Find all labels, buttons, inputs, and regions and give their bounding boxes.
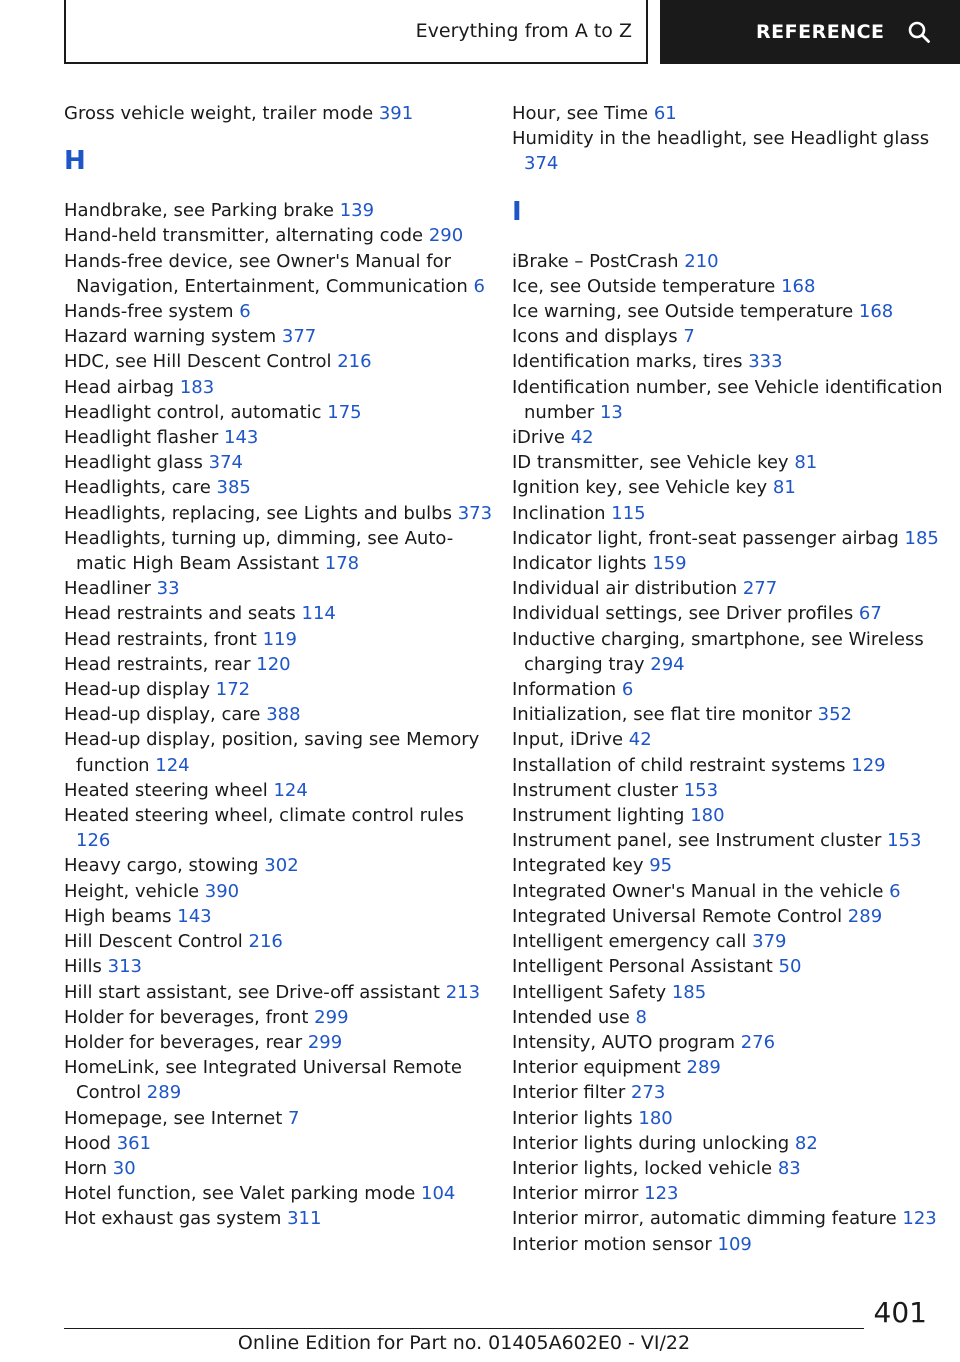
- index-entry-page-link[interactable]: 129: [851, 754, 886, 776]
- index-entry: [512, 1181, 952, 1206]
- index-entry: [64, 1131, 494, 1156]
- index-entry: [512, 1030, 952, 1055]
- index-entry-term: Inclination: [512, 502, 612, 524]
- index-group-h-continued: [512, 101, 952, 177]
- index-entry-page-link[interactable]: 13: [599, 401, 623, 423]
- index-entry-term: Hotel function, see Valet parking mode: [64, 1183, 422, 1205]
- index-entry: [64, 879, 494, 904]
- index-entry: [512, 1131, 952, 1156]
- index-entry-term: Hands-free system: [64, 301, 240, 323]
- index-entry-term: Intelligent emergency call: [512, 931, 753, 953]
- index-entry: [64, 954, 494, 979]
- index-entry: [64, 601, 494, 626]
- index-entry-term: Headlight glass: [64, 452, 209, 474]
- index-entry-page-link[interactable]: 374: [208, 452, 243, 474]
- index-entry: [64, 1106, 494, 1131]
- index-entry-page-link[interactable]: 153: [683, 779, 719, 801]
- index-entry: [64, 223, 494, 248]
- index-entry-term: Intensity, AUTO program: [512, 1031, 741, 1053]
- index-entry: [512, 677, 952, 702]
- index-entry-page-link[interactable]: 290: [428, 225, 464, 247]
- index-entry-page-link[interactable]: 114: [301, 603, 336, 625]
- index-entry-page-link[interactable]: 299: [314, 1006, 349, 1028]
- index-entry: [512, 299, 952, 324]
- index-entry-page-link[interactable]: 6: [621, 679, 634, 701]
- index-entry-page-link[interactable]: 289: [686, 1057, 721, 1079]
- index-entry-term: Instrument cluster: [512, 779, 684, 801]
- index-entry-page-link[interactable]: 104: [421, 1183, 456, 1205]
- index-entry-page-link[interactable]: 42: [628, 729, 652, 751]
- index-entry: [64, 627, 494, 652]
- index-entry-page-link[interactable]: 81: [794, 452, 818, 474]
- index-entry-page-link[interactable]: 273: [630, 1082, 666, 1104]
- index-entry: [512, 1005, 952, 1030]
- index-entry-page-link[interactable]: 81: [772, 477, 796, 499]
- index-entry-page-link[interactable]: 109: [717, 1233, 752, 1255]
- index-entry: [512, 349, 952, 374]
- index-entry: [64, 803, 494, 853]
- index-entry-term: iDrive: [512, 427, 571, 449]
- index-entry: [64, 299, 494, 324]
- index-group-g: [64, 101, 494, 126]
- index-entry-page-link[interactable]: 143: [224, 427, 259, 449]
- index-entry-page-link[interactable]: 6: [889, 880, 901, 902]
- index-entry-term: Heavy cargo, stowing: [64, 855, 265, 877]
- index-entry-page-link[interactable]: 126: [76, 830, 111, 852]
- index-entry-term: Head restraints, rear: [64, 653, 257, 675]
- index-entry: [512, 1206, 952, 1231]
- index-entry: [64, 450, 494, 475]
- index-entry: [64, 1156, 494, 1181]
- index-entry-term: Interior motion sensor: [512, 1233, 718, 1255]
- index-entry-page-link[interactable]: 388: [266, 704, 301, 726]
- index-entry: [512, 601, 952, 626]
- index-entry: [512, 1156, 952, 1181]
- index-entry: [512, 324, 952, 349]
- index-entry-term: Head-up display: [64, 679, 216, 701]
- index-entry: [512, 1055, 952, 1080]
- index-entry: [512, 526, 952, 551]
- index-entry: [64, 1030, 494, 1055]
- index-entry: [64, 853, 494, 878]
- index-entry-term: Head restraints and seats: [64, 603, 302, 625]
- index-entry: [64, 652, 494, 677]
- index-entry-page-link[interactable]: 82: [794, 1132, 818, 1154]
- index-entry-page-link[interactable]: 7: [288, 1107, 300, 1129]
- index-entry: [64, 198, 494, 223]
- index-entry-term: Gross vehicle weight, trailer mode: [64, 103, 379, 124]
- index-entry-page-link[interactable]: 276: [740, 1031, 776, 1053]
- index-entry-page-link[interactable]: 168: [781, 275, 816, 297]
- index-entry-term: Identification number, see Vehicle identification number: [512, 376, 943, 423]
- index-entry-page-link[interactable]: 294: [650, 653, 685, 675]
- index-entry-page-link[interactable]: 299: [307, 1031, 343, 1053]
- index-entry-term: Height, vehicle: [64, 880, 205, 902]
- index-entry: [512, 475, 952, 500]
- index-entry-page-link[interactable]: 374: [524, 153, 559, 175]
- index-entry: [512, 551, 952, 576]
- index-entry-page-link[interactable]: 289: [146, 1082, 182, 1104]
- index-entry-term: Hill start assistant, see Drive-off assistant: [64, 981, 446, 1003]
- page-number: 401: [873, 1296, 927, 1329]
- index-entry-term: Installation of child restraint systems: [512, 754, 852, 776]
- index-entry-term: Interior mirror: [512, 1183, 645, 1205]
- index-entry-page-link[interactable]: 123: [644, 1183, 679, 1205]
- index-entry-term: Hills: [64, 956, 108, 978]
- index-entry-term: Ice warning, see Outside temperature: [512, 301, 859, 323]
- header-chapter-title: REFERENCE: [756, 21, 885, 43]
- index-entry: [64, 249, 494, 299]
- index-entry-page-link[interactable]: 213: [445, 981, 481, 1003]
- index-entry-page-link[interactable]: 61: [653, 103, 677, 124]
- index-entry-term: Head-up display, care: [64, 704, 267, 726]
- index-entry-term: Interior filter: [512, 1082, 631, 1104]
- index-entry-term: Holder for beverages, front: [64, 1006, 315, 1028]
- index-entry-page-link[interactable]: 379: [752, 931, 787, 953]
- index-entry-page-link[interactable]: 216: [337, 351, 372, 373]
- index-entry: [512, 753, 952, 778]
- index-entry-term: Individual air distribution: [512, 578, 743, 600]
- index-entry-term: Homepage, see Internet: [64, 1107, 288, 1129]
- header-chapter[interactable]: [660, 0, 960, 64]
- index-entry-term: Hour, see Time: [512, 103, 654, 124]
- index-entry-page-link[interactable]: 185: [904, 527, 939, 549]
- index-entry: [64, 1181, 494, 1206]
- index-entry-term: Headlight flasher: [64, 427, 225, 449]
- index-entry-term: Headlight control, automatic: [64, 401, 328, 423]
- index-entry: [64, 727, 494, 777]
- index-entry: [64, 324, 494, 349]
- index-entry-page-link[interactable]: 333: [748, 351, 783, 373]
- index-entry-term: ID transmitter, see Vehicle key: [512, 452, 795, 474]
- index-entry: [512, 425, 952, 450]
- index-entry-page-link[interactable]: 172: [215, 679, 251, 701]
- index-entry-term: Hot exhaust gas system: [64, 1208, 288, 1230]
- index-entry: [512, 904, 952, 929]
- index-entry-page-link[interactable]: 180: [690, 805, 725, 827]
- index-entry: [512, 1080, 952, 1105]
- index-entry: [64, 475, 494, 500]
- index-entry-page-link[interactable]: 361: [116, 1132, 152, 1154]
- index-entry-term: Ignition key, see Vehicle key: [512, 477, 773, 499]
- index-entry: [512, 803, 952, 828]
- index-entry-page-link[interactable]: 7: [683, 326, 695, 348]
- index-entry-page-link[interactable]: 216: [248, 931, 283, 953]
- index-entry-page-link[interactable]: 153: [887, 830, 922, 852]
- index-entry-term: Indicator lights: [512, 553, 653, 575]
- index-entry-term: Ice, see Outside temperature: [512, 275, 782, 297]
- index-entry-page-link[interactable]: 178: [324, 553, 360, 575]
- index-entry-page-link[interactable]: 390: [204, 880, 240, 902]
- index-entry-page-link[interactable]: 180: [638, 1107, 673, 1129]
- index-entry-page-link[interactable]: 124: [155, 754, 190, 776]
- header-section-title: Everything from A to Z: [415, 20, 632, 42]
- index-entry-term: Humidity in the headlight, see Headlight glass: [512, 128, 930, 150]
- index-entry: [64, 526, 494, 576]
- index-entry-term: Holder for beverages, rear: [64, 1031, 308, 1053]
- index-entry-term: Integrated Owner's Manual in the vehicle: [512, 880, 890, 902]
- index-entry-term: Heated steering wheel: [64, 779, 274, 801]
- index-entry-page-link[interactable]: 8: [635, 1006, 647, 1028]
- index-group-i: [512, 249, 952, 1257]
- index-column-left: [64, 101, 494, 1232]
- index-group-h: [64, 198, 494, 1231]
- index-entry-page-link[interactable]: 67: [858, 603, 882, 625]
- index-entry-page-link[interactable]: 139: [339, 200, 375, 222]
- index-entry-page-link[interactable]: 385: [216, 477, 251, 499]
- index-entry: [64, 576, 494, 601]
- index-entry: [512, 929, 952, 954]
- index-entry: [512, 249, 952, 274]
- index-entry: [512, 375, 952, 425]
- index-entry-page-link[interactable]: 42: [570, 427, 594, 449]
- index-entry-page-link[interactable]: 289: [847, 905, 883, 927]
- index-entry-term: High beams: [64, 905, 178, 927]
- index-entry-page-link[interactable]: 183: [179, 376, 215, 398]
- index-entry-page-link[interactable]: 124: [273, 779, 308, 801]
- index-column-right: [512, 101, 952, 1257]
- index-entry: [512, 1106, 952, 1131]
- footer-divider: [64, 1328, 864, 1329]
- index-entry: [64, 400, 494, 425]
- index-entry-term: Hazard warning system: [64, 326, 282, 348]
- index-entry-term: Initialization, see flat tire monitor: [512, 704, 818, 726]
- index-entry-term: Headlights, care: [64, 477, 217, 499]
- index-entry-page-link[interactable]: 50: [778, 956, 802, 978]
- index-entry-term: Intelligent Safety: [512, 981, 672, 1003]
- index-entry-term: Intended use: [512, 1006, 636, 1028]
- index-entry-page-link[interactable]: 6: [473, 275, 485, 297]
- index-entry-term: Headlights, replacing, see Lights and bulbs: [64, 502, 458, 524]
- index-entry-page-link[interactable]: 311: [287, 1208, 322, 1230]
- index-entry-term: Indicator light, front-seat passenger airbag: [512, 527, 905, 549]
- index-entry: [512, 727, 952, 752]
- index-entry-term: Horn: [64, 1157, 113, 1179]
- index-entry-term: Hand-held transmitter, alternating code: [64, 225, 429, 247]
- search-icon[interactable]: [907, 20, 931, 44]
- index-entry-term: Input, iDrive: [512, 729, 629, 751]
- index-entry-term: Head-up display, position, saving see Memory function: [64, 729, 480, 776]
- index-entry: [64, 425, 494, 450]
- index-entry: [64, 702, 494, 727]
- index-entry-term: iBrake – PostCrash: [512, 250, 685, 272]
- index-entry: [512, 828, 952, 853]
- index-entry-page-link[interactable]: 175: [327, 401, 362, 423]
- index-entry-term: Head restraints, front: [64, 628, 263, 650]
- index-entry: [512, 778, 952, 803]
- index-entry-page-link[interactable]: 373: [457, 502, 493, 524]
- index-entry-term: Inductive charging, smartphone, see Wireless charging tray: [512, 628, 924, 675]
- index-entry: [512, 702, 952, 727]
- index-entry-term: Head airbag: [64, 376, 180, 398]
- index-entry: [64, 677, 494, 702]
- index-entry-term: Intelligent Personal Assistant: [512, 956, 779, 978]
- index-entry: [64, 101, 494, 126]
- index-entry-term: Headliner: [64, 578, 157, 600]
- index-letter-i: I: [512, 196, 522, 227]
- index-entry-page-link[interactable]: 95: [649, 855, 673, 877]
- index-entry-page-link[interactable]: 33: [156, 578, 180, 600]
- index-entry-page-link[interactable]: 302: [264, 855, 299, 877]
- index-entry: [512, 879, 952, 904]
- index-entry-page-link[interactable]: 313: [107, 956, 142, 978]
- index-letter-h: H: [64, 146, 86, 177]
- index-entry-term: Instrument panel, see Instrument cluster: [512, 830, 888, 852]
- index-entry-term: Headlights, turning up, dimming, see Auto-matic High Beam Assistant: [64, 527, 454, 575]
- index-entry: [512, 274, 952, 299]
- index-entry: [512, 954, 952, 979]
- index-entry-page-link[interactable]: 377: [281, 326, 317, 348]
- index-entry: [512, 627, 952, 677]
- index-entry: [512, 980, 952, 1005]
- index-entry: [64, 929, 494, 954]
- index-entry-term: Interior equipment: [512, 1057, 687, 1079]
- index-entry-page-link[interactable]: 168: [858, 301, 894, 323]
- index-entry: [64, 980, 494, 1005]
- index-entry-term: Individual settings, see Driver profiles: [512, 603, 859, 625]
- index-entry-term: Identification marks, tires: [512, 351, 749, 373]
- index-entry-page-link[interactable]: 185: [671, 981, 707, 1003]
- index-entry: [512, 576, 952, 601]
- index-entry: [512, 126, 952, 176]
- index-entry: [64, 778, 494, 803]
- index-entry-term: Icons and displays: [512, 326, 684, 348]
- index-entry-page-link[interactable]: 210: [684, 250, 719, 272]
- index-entry: [512, 101, 952, 126]
- index-entry-page-link[interactable]: 352: [817, 704, 852, 726]
- index-entry-page-link[interactable]: 277: [742, 578, 778, 600]
- index-entry-term: Handbrake, see Parking brake: [64, 200, 340, 222]
- index-entry-term: Interior mirror, automatic dimming feature: [512, 1208, 903, 1230]
- index-entry-term: Interior lights during unlocking: [512, 1132, 795, 1154]
- index-entry: [512, 853, 952, 878]
- index-entry: [64, 349, 494, 374]
- footer-edition: Online Edition for Part no. 01405A602E0 - VI/22: [237, 1332, 691, 1354]
- index-entry: [512, 501, 952, 526]
- index-entry-term: Integrated Universal Remote Control: [512, 905, 848, 927]
- index-entry: [64, 1206, 494, 1231]
- index-entry-page-link[interactable]: 30: [112, 1157, 136, 1179]
- index-entry-page-link[interactable]: 391: [378, 103, 414, 124]
- index-entry: [64, 1055, 494, 1105]
- index-entry-term: Information: [512, 679, 622, 701]
- index-entry-term: Hands-free device, see Owner's Manual for Navigation, Entertainment, Communication: [64, 250, 474, 297]
- index-entry: [64, 501, 494, 526]
- index-entry-term: HomeLink, see Integrated Universal Remote Control: [64, 1057, 462, 1104]
- index-entry-term: Instrument lighting: [512, 805, 691, 827]
- index-entry: [64, 1005, 494, 1030]
- index-entry-page-link[interactable]: 83: [777, 1157, 801, 1179]
- index-entry-term: Heated steering wheel, climate control rules: [64, 805, 464, 827]
- index-entry-page-link[interactable]: 115: [611, 502, 646, 524]
- index-entry: [512, 450, 952, 475]
- index-entry-page-link[interactable]: 123: [902, 1208, 937, 1230]
- index-entry-page-link[interactable]: 119: [262, 628, 297, 650]
- index-entry-term: HDC, see Hill Descent Control: [64, 351, 338, 373]
- index-entry: [64, 904, 494, 929]
- index-entry: [64, 375, 494, 400]
- index-entry-page-link[interactable]: 159: [652, 553, 687, 575]
- index-entry-term: Interior lights, locked vehicle: [512, 1157, 778, 1179]
- index-entry-term: Integrated key: [512, 855, 650, 877]
- header-section: [64, 0, 648, 64]
- index-entry: [512, 1232, 952, 1257]
- index-entry-term: Hill Descent Control: [64, 931, 249, 953]
- index-entry-term: Interior lights: [512, 1107, 639, 1129]
- index-entry-page-link[interactable]: 143: [177, 905, 212, 927]
- index-entry-page-link[interactable]: 120: [256, 653, 291, 675]
- index-entry-page-link[interactable]: 6: [239, 301, 251, 323]
- index-entry-term: Hood: [64, 1132, 117, 1154]
